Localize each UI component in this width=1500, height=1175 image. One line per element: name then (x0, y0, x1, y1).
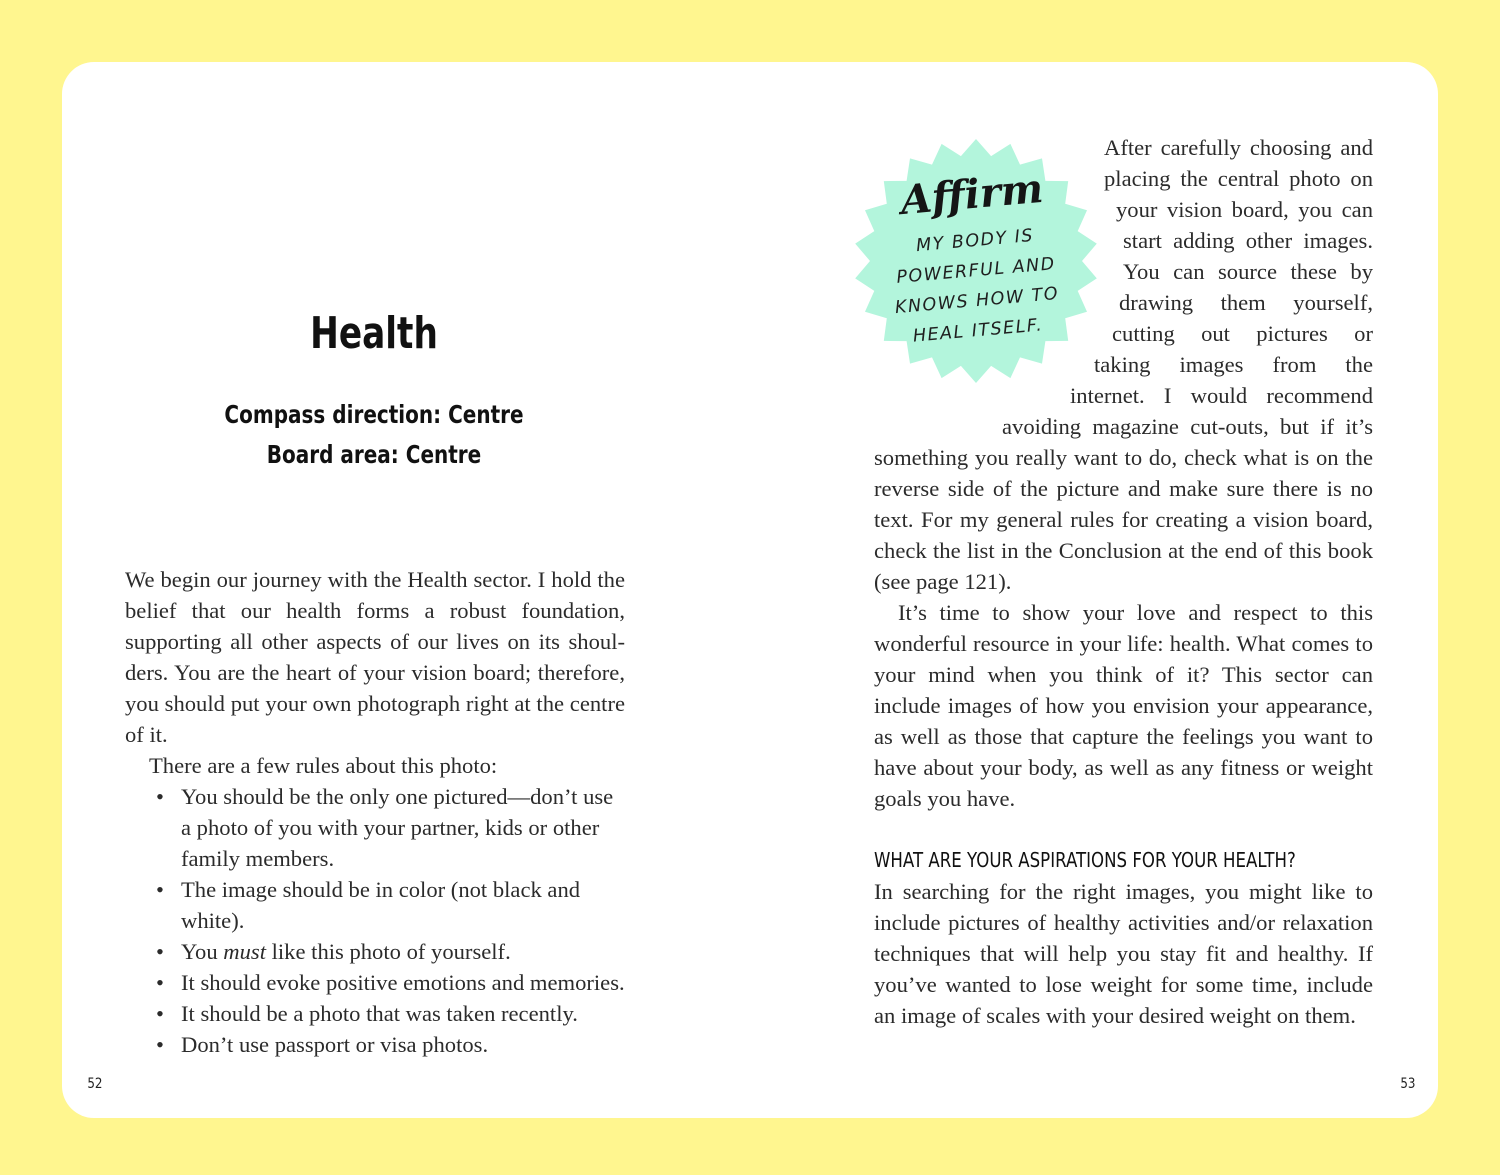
list-item (181, 936, 625, 967)
rules-intro: There are a few rules about this photo: (149, 753, 498, 778)
rule-text: like this photo of yourself. (265, 939, 511, 964)
list-item: • Don’t use passport or visa photos. (181, 1029, 625, 1060)
affirm-line: KNOWS HOW TO (894, 283, 1060, 319)
list-item: • It should evoke positive emotions and memories. (181, 967, 625, 998)
compass-direction: Compass direction: Centre (224, 400, 524, 429)
photo-rules-list (125, 781, 625, 1060)
page-title: Health (310, 308, 438, 359)
affirm-line: POWERFUL AND (895, 254, 1057, 288)
page-number-right: 53 (1400, 1076, 1416, 1092)
rule-emphasis: must (223, 939, 266, 964)
page-number-left: 52 (87, 1076, 103, 1092)
rule-text: You (181, 939, 224, 964)
paragraph-health: It’s time to show your love and respect to this wonderful resource in your life: health. What comes to your mind when you think of it? This sector can include images of how you envision your appearance, as well as those that capture the feelings you want to have about your body, as well as any fitness or weight goals you have. (874, 600, 1373, 811)
affirm-line: MY BODY IS (915, 225, 1035, 257)
section-heading: WHAT ARE YOUR ASPIRATIONS FOR YOUR HEALTH? (874, 848, 1296, 872)
paragraph-photos: After carefully choosing and placing the central photo on your vision board, you can start adding other images. You can source these by drawing them yourself, cutting out pictures or taking images from the internet. I would recommend avoiding magazine cut-outs, but if it’s something you really want to do, check what is on the reverse side of the picture and make sure there is no text. For my general rules for creating a vision board, check the list in the Conclusion at the end of this book (see page 121). (874, 135, 1373, 594)
affirm-line: HEAL ITSELF. (912, 315, 1045, 347)
list-item: • You should be the only one pictured—don’t use a photo of you with your partner, kids or other family members. (181, 781, 625, 874)
left-body-text (125, 564, 625, 1060)
board-area: Board area: Centre (266, 440, 482, 469)
book-spread (62, 62, 1438, 1118)
paragraph-aspirations: In searching for the right images, you might like to include pictures of healthy activities and/or relaxation techniques that will help you stay fit and healthy. If you’ve wanted to lose weight for some time, include an image of scales with your desired weight on them. (874, 879, 1373, 1028)
intro-paragraph: We begin our journey with the Health sector. I hold the belief that our health forms a robust foundation, supporting all other aspects of our lives on its shoul-ders. You are the heart of your vision board; therefore, you should put your own photograph right at the centre of it. (125, 567, 625, 747)
list-item: • The image should be in color (not black and white). (181, 874, 625, 936)
affirm-title: Affirm (898, 164, 1046, 225)
list-item: • It should be a photo that was taken recently. (181, 998, 625, 1029)
right-body-text (874, 132, 1373, 1031)
